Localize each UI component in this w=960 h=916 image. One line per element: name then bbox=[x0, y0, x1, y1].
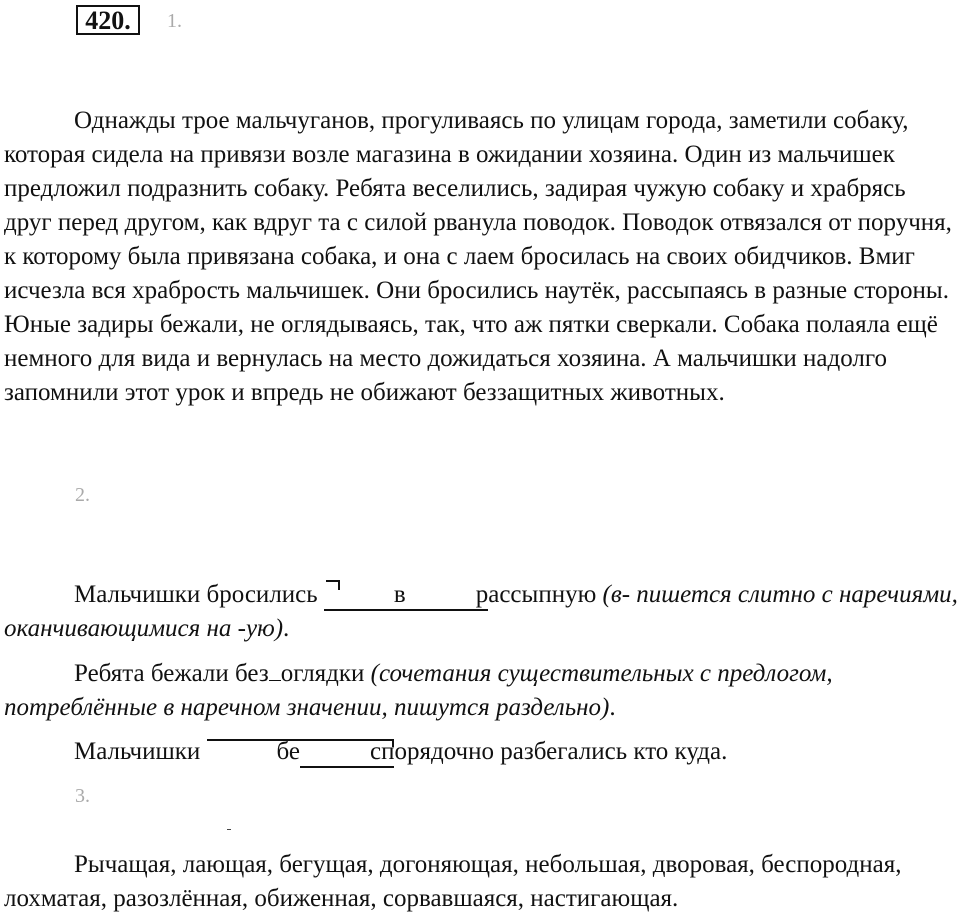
stray-mark bbox=[227, 829, 231, 830]
section-1-text: Однажды трое мальчуганов, прогуливаясь по улицам города, заметили собаку, которая сидела на привязи возле магазина в ожидании хозяина. Один из мальчишек предложил подразнить собаку. Ребята веселились, задирая чужую собаку и храбрясь друг перед другом, как вдруг та с силой рванула поводок. Поводок отвязался от поручня, к которому была привязана собака, и она с лаем бросилась на своих обидчиков. Вмиг исчезла вся храбрость мальчишек. Они бросились наутёк, рассыпаясь в разные стороны. Юные задиры бежали, не оглядываясь, так, что аж пятки сверкали. Собака полаяла ещё немного для вида и вернулась на место дожидаться хозяина. А мальчишки надолго запомнили этот урок и впредь не обижают беззащитных животных. bbox=[4, 107, 952, 406]
section-2-sentence-2 bbox=[4, 657, 958, 725]
section-1-marker: 1. bbox=[167, 10, 182, 32]
prefix-bes-mark: бе сп bbox=[207, 735, 395, 769]
section-2-sentence-1 bbox=[4, 578, 958, 646]
sentence-2-note: (сочетания существительных с предлогом, потреблённые в наречном значении, пишутся раздельно) bbox=[4, 660, 833, 721]
section-3-marker: 3. bbox=[75, 785, 90, 807]
sentence-2-end: . bbox=[609, 694, 616, 721]
section-2-marker: 2. bbox=[75, 484, 90, 506]
sentence-1-note: (в- пишется слитно с наречиями, оканчивающимися на -ую) bbox=[4, 581, 958, 642]
section-2-sentence-3 bbox=[4, 735, 958, 769]
sentence-1-rest: ассыпную bbox=[488, 581, 597, 608]
section-3-text: Рычащая, лающая, бегущая, догоняющая, небольшая, дворовая, беспородная, лохматая, разозлённая, обиженная, сорвавшаяся, настигающая. bbox=[4, 851, 902, 912]
sentence-1-before: Мальчишки бросились bbox=[74, 581, 324, 608]
sentence-2-before: Ребята бежали без bbox=[74, 660, 269, 687]
sentence-3-rest: орядочно разбегались кто куда. bbox=[394, 738, 728, 765]
sp-mark: сп bbox=[300, 735, 394, 769]
sentence-1-end: . bbox=[283, 615, 290, 642]
root-r-mark: р bbox=[406, 578, 489, 612]
exercise-number: 420. bbox=[76, 5, 140, 35]
prefix-v-mark: в bbox=[324, 578, 406, 612]
sentence-2-after: оглядки bbox=[280, 660, 365, 687]
sentence-3-before: Мальчишки bbox=[74, 738, 207, 765]
separate-gap-mark bbox=[269, 662, 281, 681]
